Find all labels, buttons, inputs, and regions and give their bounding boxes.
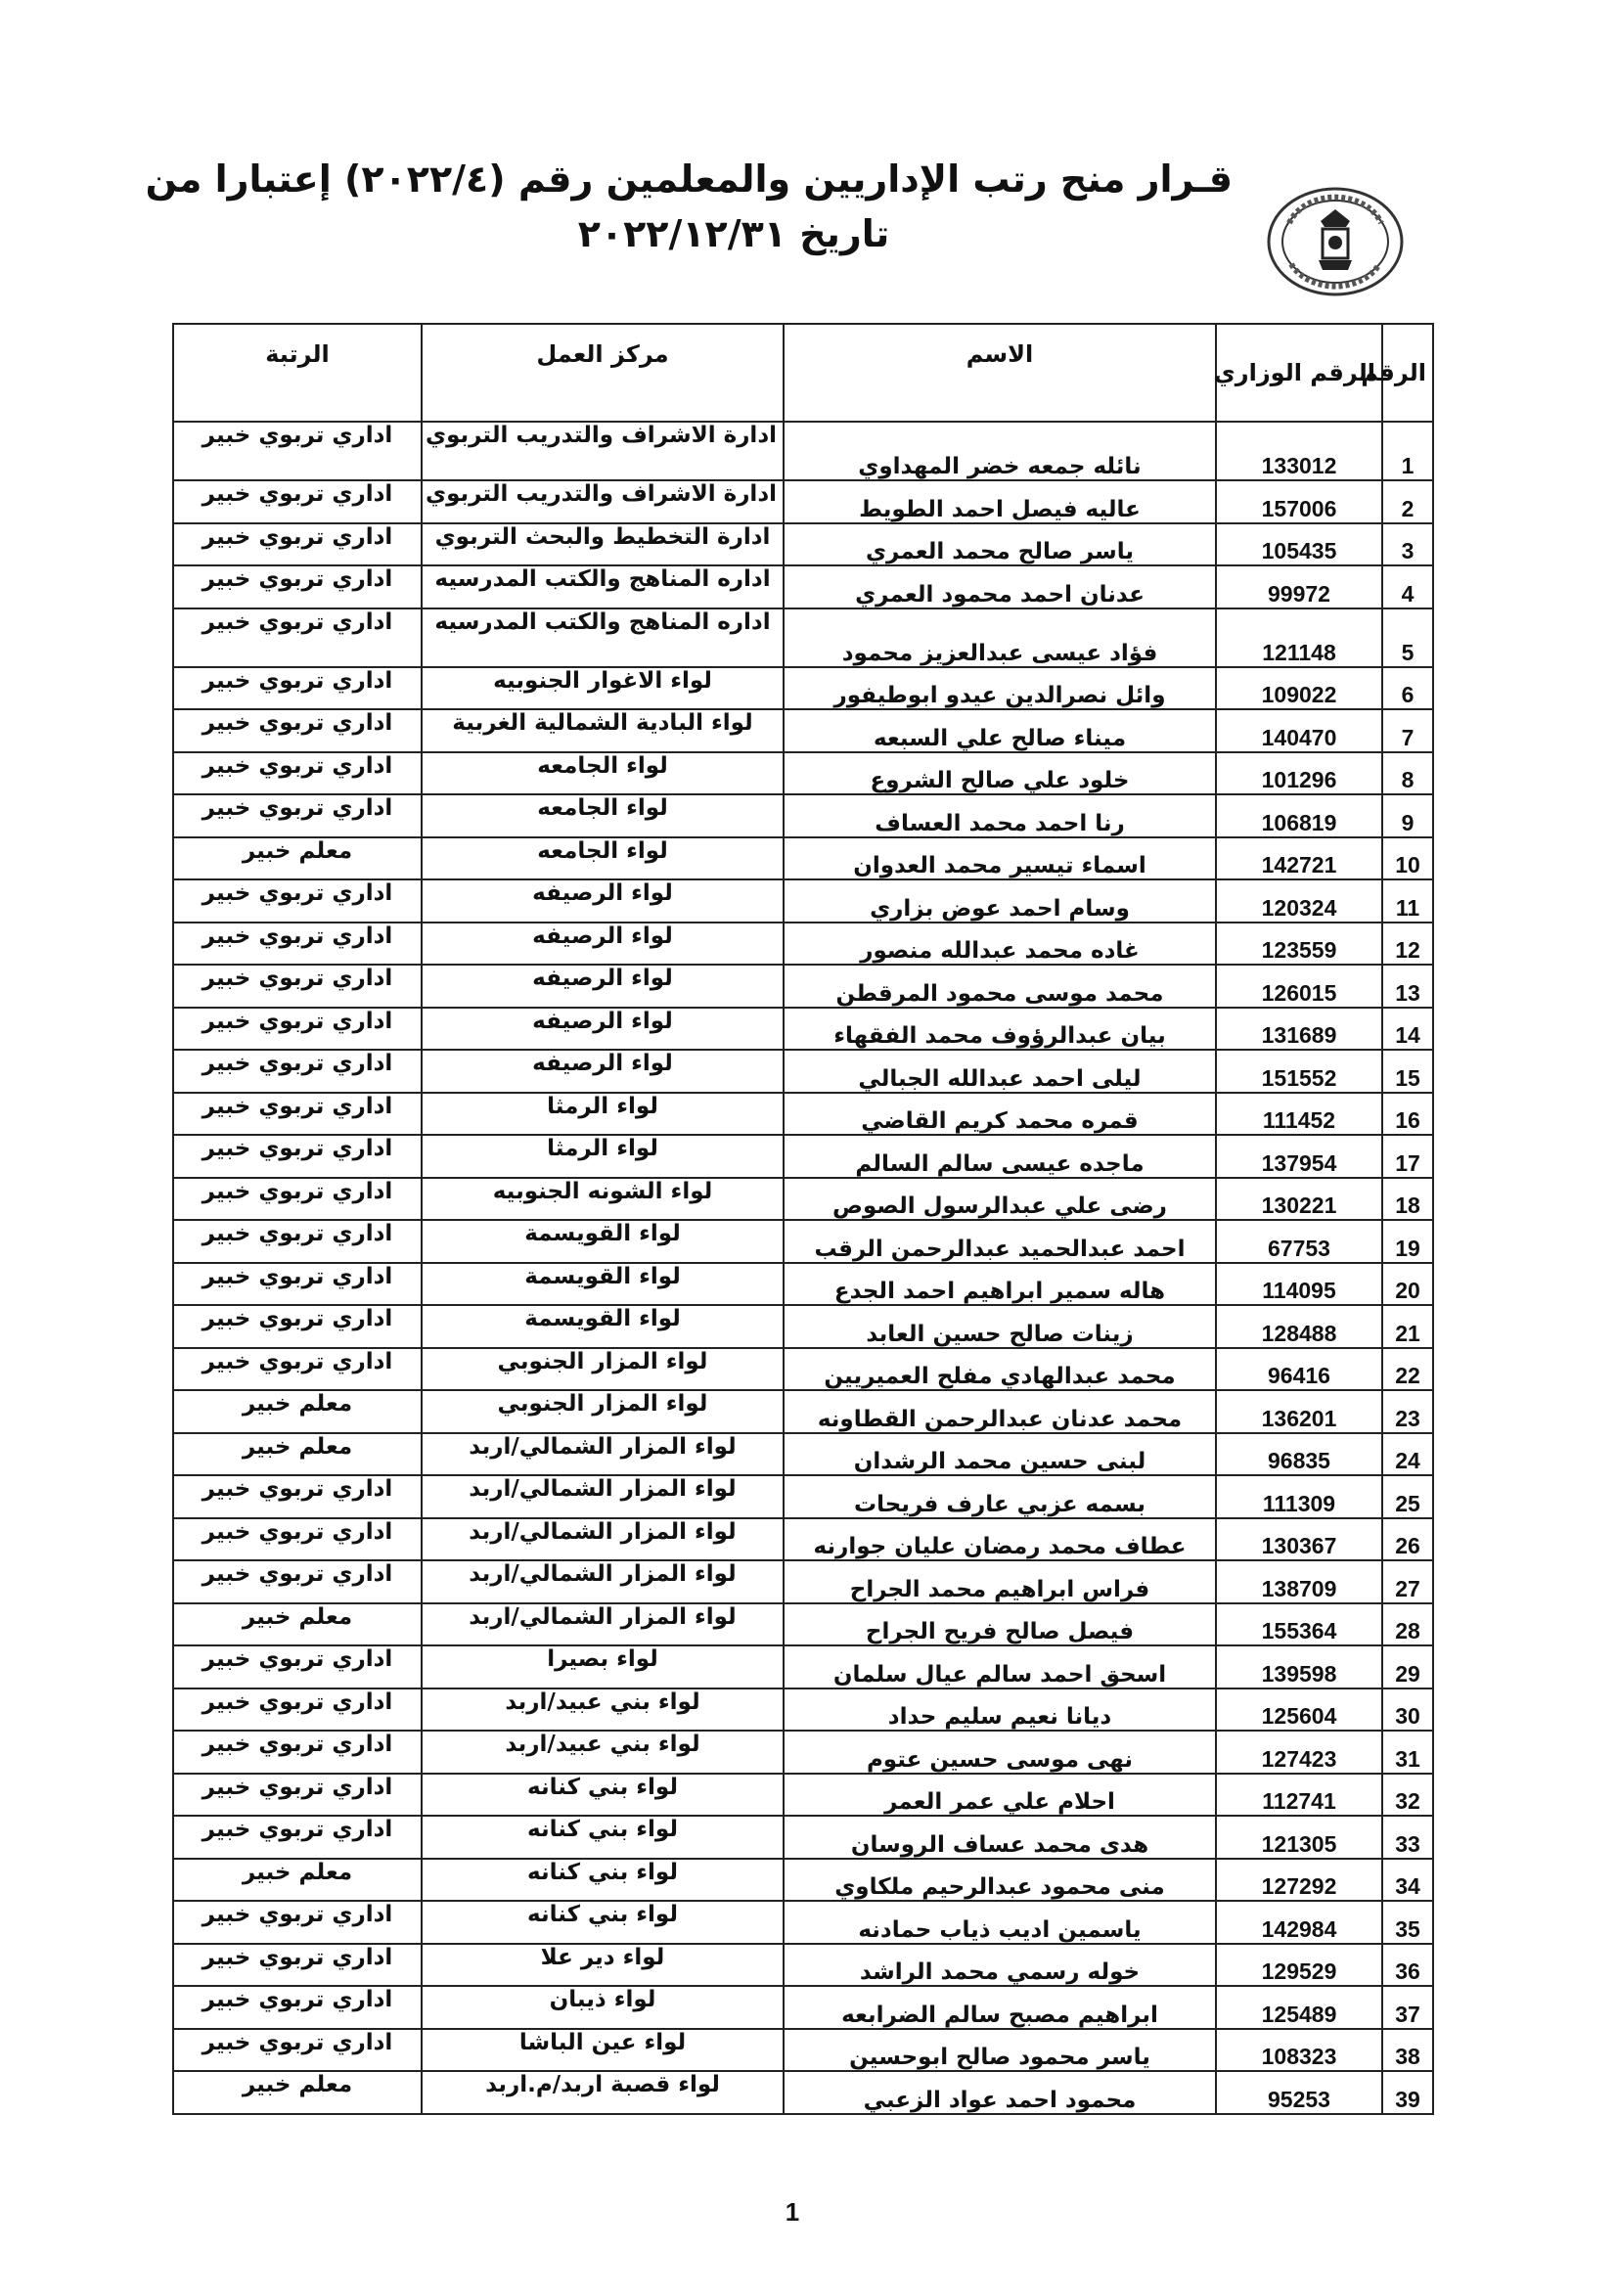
- table-row: [173, 1093, 1433, 1136]
- row-work-center: ادارة الاشراف والتدريب التربوي: [422, 422, 784, 480]
- row-rank: اداري تربوي خبير: [173, 1645, 422, 1688]
- row-work-center: لواء المزار الشمالي/اربد: [422, 1518, 784, 1561]
- row-number: 6: [1382, 667, 1433, 710]
- row-ministry-id: 142721: [1216, 837, 1382, 880]
- row-rank: اداري تربوي خبير: [173, 422, 422, 480]
- header-number: الرقم: [1382, 324, 1433, 422]
- table-row: [173, 565, 1433, 608]
- row-number: 5: [1382, 608, 1433, 667]
- table-row: [173, 422, 1433, 480]
- table-row: [173, 794, 1433, 837]
- row-rank: اداري تربوي خبير: [173, 752, 422, 795]
- row-ministry-id: 129529: [1216, 1944, 1382, 1987]
- table-row: [173, 667, 1433, 710]
- row-rank: اداري تربوي خبير: [173, 667, 422, 710]
- row-work-center: لواء الرصيفه: [422, 1008, 784, 1051]
- table-row: [173, 1390, 1433, 1433]
- row-name: عطاف محمد رمضان عليان جوارنه: [784, 1518, 1216, 1561]
- row-name: هاله سمير ابراهيم احمد الجدع: [784, 1263, 1216, 1306]
- table-row: [173, 1603, 1433, 1646]
- header-work-center: مركز العمل: [422, 324, 784, 422]
- row-number: 29: [1382, 1645, 1433, 1688]
- row-number: 31: [1382, 1731, 1433, 1774]
- row-number: 37: [1382, 1986, 1433, 2029]
- row-work-center: لواء البادية الشمالية الغربية: [422, 709, 784, 752]
- row-work-center: لواء بني كنانه: [422, 1901, 784, 1944]
- row-ministry-id: 139598: [1216, 1645, 1382, 1688]
- row-work-center: لواء الجامعه: [422, 752, 784, 795]
- row-ministry-id: 105435: [1216, 523, 1382, 566]
- row-rank: اداري تربوي خبير: [173, 965, 422, 1008]
- row-rank: اداري تربوي خبير: [173, 1518, 422, 1561]
- row-work-center: لواء القويسمة: [422, 1263, 784, 1306]
- row-name: ماجده عيسى سالم السالم: [784, 1135, 1216, 1178]
- row-work-center: ادارة الاشراف والتدريب التربوي: [422, 480, 784, 523]
- row-rank: معلم خبير: [173, 2071, 422, 2114]
- row-number: 22: [1382, 1348, 1433, 1391]
- row-number: 21: [1382, 1305, 1433, 1348]
- row-work-center: لواء بني كنانه: [422, 1816, 784, 1859]
- table-row: [173, 1475, 1433, 1518]
- table-row: [173, 965, 1433, 1008]
- table-row: [173, 1816, 1433, 1859]
- row-rank: اداري تربوي خبير: [173, 1816, 422, 1859]
- row-name: اسماء تيسير محمد العدوان: [784, 837, 1216, 880]
- row-work-center: لواء بصيرا: [422, 1645, 784, 1688]
- table-row: [173, 1859, 1433, 1902]
- row-name: زينات صالح حسين العابد: [784, 1305, 1216, 1348]
- row-name: فيصل صالح فريح الجراح: [784, 1603, 1216, 1646]
- row-number: 2: [1382, 480, 1433, 523]
- title-line-1: قـرار منح رتب الإداريين والمعلمين رقم (٢٠٢٢/٤) إعتبارا من: [145, 158, 1233, 201]
- row-rank: اداري تربوي خبير: [173, 1305, 422, 1348]
- table-row: [173, 1901, 1433, 1944]
- row-name: رضى علي عبدالرسول الصوص: [784, 1178, 1216, 1221]
- document-title: [145, 152, 1233, 261]
- page-number: 1: [785, 2197, 800, 2227]
- row-name: محمد موسى محمود المرقطن: [784, 965, 1216, 1008]
- table-row: [173, 837, 1433, 880]
- row-rank: معلم خبير: [173, 1859, 422, 1902]
- row-number: 33: [1382, 1816, 1433, 1859]
- row-number: 7: [1382, 709, 1433, 752]
- row-work-center: لواء بني كنانه: [422, 1774, 784, 1817]
- table-row: [173, 1433, 1433, 1476]
- row-work-center: اداره المناهج والكتب المدرسيه: [422, 608, 784, 667]
- row-rank: اداري تربوي خبير: [173, 1774, 422, 1817]
- row-name: ليلى احمد عبدالله الجبالي: [784, 1050, 1216, 1093]
- row-work-center: لواء بني عبيد/اربد: [422, 1688, 784, 1732]
- row-ministry-id: 67753: [1216, 1220, 1382, 1263]
- row-rank: معلم خبير: [173, 1390, 422, 1433]
- row-work-center: لواء الشونه الجنوبيه: [422, 1178, 784, 1221]
- table-row: [173, 1050, 1433, 1093]
- table-row: [173, 709, 1433, 752]
- row-ministry-id: 140470: [1216, 709, 1382, 752]
- row-ministry-id: 114095: [1216, 1263, 1382, 1306]
- row-number: 17: [1382, 1135, 1433, 1178]
- header-rank: الرتبة: [173, 324, 422, 422]
- row-rank: اداري تربوي خبير: [173, 1944, 422, 1987]
- row-number: 16: [1382, 1093, 1433, 1136]
- row-rank: اداري تربوي خبير: [173, 1135, 422, 1178]
- row-number: 39: [1382, 2071, 1433, 2114]
- row-number: 10: [1382, 837, 1433, 880]
- row-work-center: لواء القويسمة: [422, 1305, 784, 1348]
- row-work-center: لواء الجامعه: [422, 837, 784, 880]
- row-name: وسام احمد عوض بزاري: [784, 879, 1216, 923]
- row-name: قمره محمد كريم القاضي: [784, 1093, 1216, 1136]
- row-rank: اداري تربوي خبير: [173, 709, 422, 752]
- row-ministry-id: 128488: [1216, 1305, 1382, 1348]
- row-work-center: لواء الرمثا: [422, 1093, 784, 1136]
- row-work-center: لواء الرصيفه: [422, 923, 784, 966]
- row-name: بيان عبدالرؤوف محمد الفقهاء: [784, 1008, 1216, 1051]
- row-work-center: لواء بني كنانه: [422, 1859, 784, 1902]
- table-row: [173, 923, 1433, 966]
- table-row: [173, 1688, 1433, 1732]
- row-ministry-id: 111309: [1216, 1475, 1382, 1518]
- row-number: 30: [1382, 1688, 1433, 1732]
- row-number: 32: [1382, 1774, 1433, 1817]
- row-name: وائل نصرالدين عيدو ابوطيفور: [784, 667, 1216, 710]
- table-row: [173, 523, 1433, 566]
- row-rank: اداري تربوي خبير: [173, 1475, 422, 1518]
- table-row: [173, 1263, 1433, 1306]
- row-name: بسمه عزبي عارف فريحات: [784, 1475, 1216, 1518]
- row-work-center: اداره المناهج والكتب المدرسيه: [422, 565, 784, 608]
- row-name: ياسر محمود صالح ابوحسين: [784, 2029, 1216, 2072]
- row-number: 13: [1382, 965, 1433, 1008]
- row-number: 18: [1382, 1178, 1433, 1221]
- row-ministry-id: 127423: [1216, 1731, 1382, 1774]
- row-name: خوله رسمي محمد الراشد: [784, 1944, 1216, 1987]
- row-name: احلام علي عمر العمر: [784, 1774, 1216, 1817]
- row-rank: اداري تربوي خبير: [173, 1093, 422, 1136]
- row-ministry-id: 112741: [1216, 1774, 1382, 1817]
- row-work-center: لواء ذيبان: [422, 1986, 784, 2029]
- row-ministry-id: 121148: [1216, 608, 1382, 667]
- row-number: 1: [1382, 422, 1433, 480]
- row-number: 11: [1382, 879, 1433, 923]
- row-name: ابراهيم مصبح سالم الضرابعه: [784, 1986, 1216, 2029]
- row-ministry-id: 136201: [1216, 1390, 1382, 1433]
- row-work-center: لواء الرصيفه: [422, 965, 784, 1008]
- table-row: [173, 1986, 1433, 2029]
- row-work-center: لواء الرصيفه: [422, 879, 784, 923]
- table-row: [173, 879, 1433, 923]
- row-ministry-id: 95253: [1216, 2071, 1382, 2114]
- row-work-center: لواء قصبة اربد/م.اربد: [422, 2071, 784, 2114]
- table-row: [173, 1645, 1433, 1688]
- row-work-center: لواء المزار الجنوبي: [422, 1348, 784, 1391]
- row-rank: اداري تربوي خبير: [173, 1348, 422, 1391]
- row-name: نائله جمعه خضر المهداوي: [784, 422, 1216, 480]
- title-line-2: تاريخ ٢٠٢٢/١٢/٣١: [577, 212, 890, 255]
- table-row: [173, 2071, 1433, 2114]
- row-ministry-id: 151552: [1216, 1050, 1382, 1093]
- row-work-center: لواء الرمثا: [422, 1135, 784, 1178]
- row-rank: اداري تربوي خبير: [173, 1560, 422, 1603]
- row-number: 14: [1382, 1008, 1433, 1051]
- row-name: ميناء صالح علي السبعه: [784, 709, 1216, 752]
- row-rank: معلم خبير: [173, 1433, 422, 1476]
- row-rank: اداري تربوي خبير: [173, 1050, 422, 1093]
- row-work-center: لواء بني عبيد/اربد: [422, 1731, 784, 1774]
- row-name: رنا احمد محمد العساف: [784, 794, 1216, 837]
- table-row: [173, 1348, 1433, 1391]
- row-work-center: لواء المزار الجنوبي: [422, 1390, 784, 1433]
- row-number: 23: [1382, 1390, 1433, 1433]
- row-number: 27: [1382, 1560, 1433, 1603]
- row-number: 15: [1382, 1050, 1433, 1093]
- row-rank: معلم خبير: [173, 837, 422, 880]
- table-header-row: [173, 324, 1433, 422]
- table-row: [173, 1178, 1433, 1221]
- row-ministry-id: 137954: [1216, 1135, 1382, 1178]
- row-rank: اداري تربوي خبير: [173, 480, 422, 523]
- row-name: محمد عبدالهادي مفلح العميريين: [784, 1348, 1216, 1391]
- row-work-center: لواء عين الباشا: [422, 2029, 784, 2072]
- row-name: نهى موسى حسين عتوم: [784, 1731, 1216, 1774]
- row-name: عاليه فيصل احمد الطويط: [784, 480, 1216, 523]
- row-number: 4: [1382, 565, 1433, 608]
- row-number: 28: [1382, 1603, 1433, 1646]
- table-row: [173, 1135, 1433, 1178]
- row-number: 36: [1382, 1944, 1433, 1987]
- row-rank: اداري تربوي خبير: [173, 608, 422, 667]
- table-row: [173, 1518, 1433, 1561]
- row-rank: اداري تربوي خبير: [173, 1008, 422, 1051]
- row-name: فراس ابراهيم محمد الجراح: [784, 1560, 1216, 1603]
- row-ministry-id: 96416: [1216, 1348, 1382, 1391]
- row-ministry-id: 127292: [1216, 1859, 1382, 1902]
- table-row: [173, 1731, 1433, 1774]
- row-ministry-id: 131689: [1216, 1008, 1382, 1051]
- row-ministry-id: 111452: [1216, 1093, 1382, 1136]
- row-work-center: لواء المزار الشمالي/اربد: [422, 1475, 784, 1518]
- row-ministry-id: 109022: [1216, 667, 1382, 710]
- table-row: [173, 752, 1433, 795]
- row-number: 20: [1382, 1263, 1433, 1306]
- row-ministry-id: 121305: [1216, 1816, 1382, 1859]
- row-name: اسحق احمد سالم عيال سلمان: [784, 1645, 1216, 1688]
- row-work-center: لواء المزار الشمالي/اربد: [422, 1603, 784, 1646]
- table-row: [173, 608, 1433, 667]
- row-ministry-id: 138709: [1216, 1560, 1382, 1603]
- row-name: عدنان احمد محمود العمري: [784, 565, 1216, 608]
- row-number: 34: [1382, 1859, 1433, 1902]
- ranks-table: [172, 323, 1434, 2115]
- row-rank: اداري تربوي خبير: [173, 1263, 422, 1306]
- row-name: ياسمين اديب ذياب حمادنه: [784, 1901, 1216, 1944]
- row-name: غاده محمد عبدالله منصور: [784, 923, 1216, 966]
- row-ministry-id: 126015: [1216, 965, 1382, 1008]
- row-ministry-id: 142984: [1216, 1901, 1382, 1944]
- row-number: 9: [1382, 794, 1433, 837]
- row-rank: معلم خبير: [173, 1603, 422, 1646]
- ministry-seal-icon: [1262, 184, 1409, 299]
- row-number: 25: [1382, 1475, 1433, 1518]
- row-rank: اداري تربوي خبير: [173, 879, 422, 923]
- row-rank: اداري تربوي خبير: [173, 1986, 422, 2029]
- row-number: 24: [1382, 1433, 1433, 1476]
- row-rank: اداري تربوي خبير: [173, 1178, 422, 1221]
- row-name: خلود علي صالح الشروع: [784, 752, 1216, 795]
- row-work-center: لواء الرصيفه: [422, 1050, 784, 1093]
- row-work-center: لواء الجامعه: [422, 794, 784, 837]
- row-name: محمود احمد عواد الزعبي: [784, 2071, 1216, 2114]
- table-row: [173, 2029, 1433, 2072]
- row-ministry-id: 123559: [1216, 923, 1382, 966]
- row-name: هدى محمد عساف الروسان: [784, 1816, 1216, 1859]
- row-work-center: ادارة التخطيط والبحث التربوي: [422, 523, 784, 566]
- row-rank: اداري تربوي خبير: [173, 523, 422, 566]
- row-ministry-id: 133012: [1216, 422, 1382, 480]
- row-ministry-id: 125604: [1216, 1688, 1382, 1732]
- row-work-center: لواء القويسمة: [422, 1220, 784, 1263]
- row-number: 26: [1382, 1518, 1433, 1561]
- row-number: 3: [1382, 523, 1433, 566]
- row-ministry-id: 99972: [1216, 565, 1382, 608]
- row-rank: اداري تربوي خبير: [173, 565, 422, 608]
- row-name: فؤاد عيسى عبدالعزيز محمود: [784, 608, 1216, 667]
- row-rank: اداري تربوي خبير: [173, 923, 422, 966]
- row-name: ديانا نعيم سليم حداد: [784, 1688, 1216, 1732]
- row-ministry-id: 125489: [1216, 1986, 1382, 2029]
- row-number: 12: [1382, 923, 1433, 966]
- row-name: احمد عبدالحميد عبدالرحمن الرقب: [784, 1220, 1216, 1263]
- row-rank: اداري تربوي خبير: [173, 1688, 422, 1732]
- row-number: 19: [1382, 1220, 1433, 1263]
- row-rank: اداري تربوي خبير: [173, 1731, 422, 1774]
- table-row: [173, 1220, 1433, 1263]
- header-ministry-id: الرقم الوزاري: [1216, 324, 1382, 422]
- row-ministry-id: 130221: [1216, 1178, 1382, 1221]
- row-ministry-id: 157006: [1216, 480, 1382, 523]
- row-rank: اداري تربوي خبير: [173, 1901, 422, 1944]
- row-name: ياسر صالح محمد العمري: [784, 523, 1216, 566]
- row-ministry-id: 101296: [1216, 752, 1382, 795]
- row-name: محمد عدنان عبدالرحمن القطاونه: [784, 1390, 1216, 1433]
- row-ministry-id: 155364: [1216, 1603, 1382, 1646]
- row-rank: اداري تربوي خبير: [173, 1220, 422, 1263]
- row-work-center: لواء الاغوار الجنوبيه: [422, 667, 784, 710]
- row-number: 35: [1382, 1901, 1433, 1944]
- table-row: [173, 1305, 1433, 1348]
- row-number: 38: [1382, 2029, 1433, 2072]
- table-row: [173, 1560, 1433, 1603]
- row-work-center: لواء دير علا: [422, 1944, 784, 1987]
- header-name: الاسم: [784, 324, 1216, 422]
- table-row: [173, 480, 1433, 523]
- row-work-center: لواء المزار الشمالي/اربد: [422, 1433, 784, 1476]
- row-work-center: لواء المزار الشمالي/اربد: [422, 1560, 784, 1603]
- table-row: [173, 1774, 1433, 1817]
- row-number: 8: [1382, 752, 1433, 795]
- row-ministry-id: 106819: [1216, 794, 1382, 837]
- table-row: [173, 1008, 1433, 1051]
- row-rank: اداري تربوي خبير: [173, 2029, 422, 2072]
- row-name: منى محمود عبدالرحيم ملكاوي: [784, 1859, 1216, 1902]
- row-ministry-id: 108323: [1216, 2029, 1382, 2072]
- row-name: لبنى حسين محمد الرشدان: [784, 1433, 1216, 1476]
- table-row: [173, 1944, 1433, 1987]
- row-rank: اداري تربوي خبير: [173, 794, 422, 837]
- row-ministry-id: 96835: [1216, 1433, 1382, 1476]
- row-ministry-id: 130367: [1216, 1518, 1382, 1561]
- row-ministry-id: 120324: [1216, 879, 1382, 923]
